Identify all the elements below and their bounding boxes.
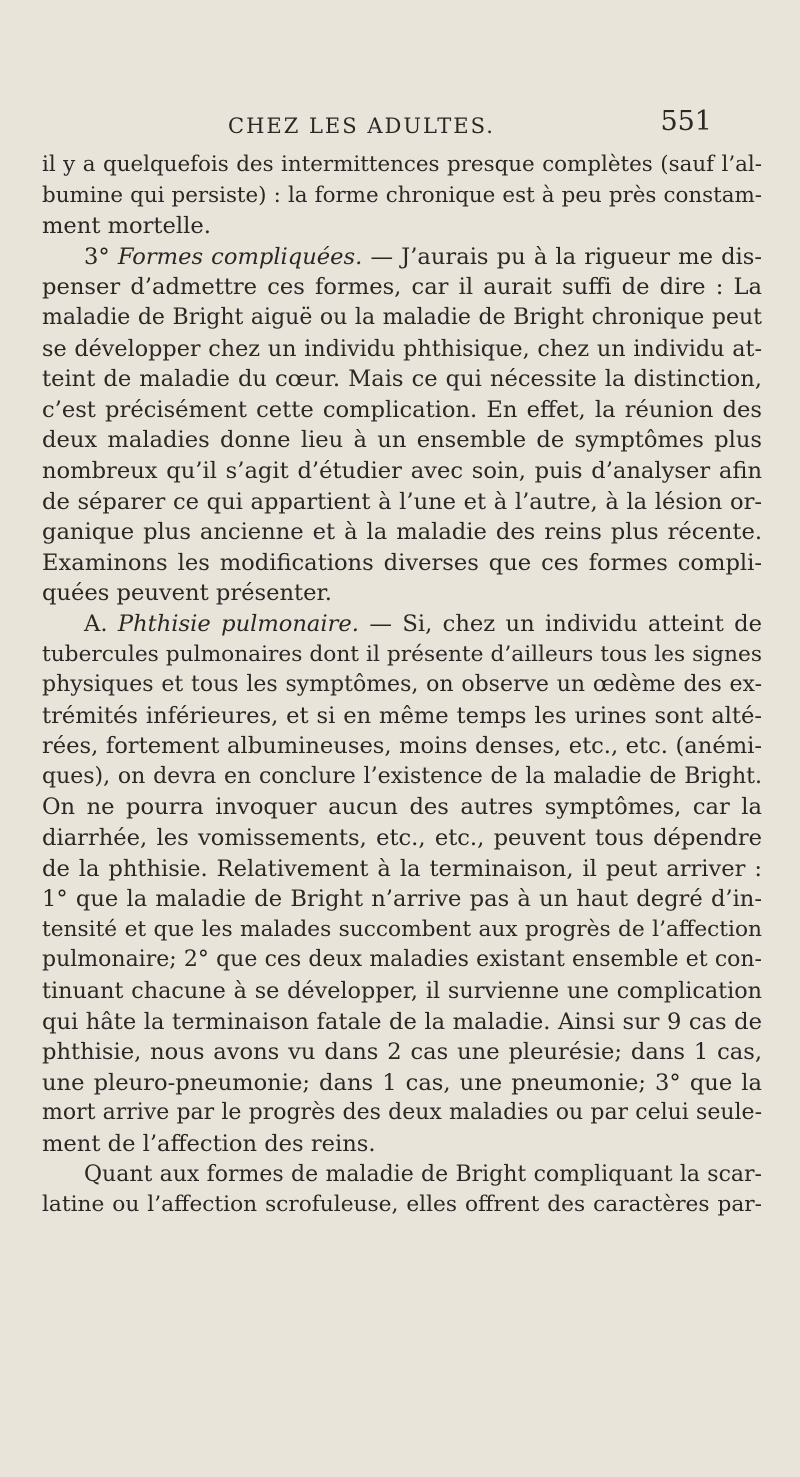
- text-line: quées peuvent présenter.: [42, 580, 332, 607]
- text-line: tensité et que les malades succombent aux progrès de l’affection: [42, 916, 762, 942]
- text-line: teint de maladie du cœur. Mais ce qui nécessite la distinction,: [42, 366, 762, 393]
- text-line: qui hâte la terminaison fatale de la maladie. Ainsi sur 9 cas de: [42, 1008, 762, 1035]
- text-line: bumine qui persiste) : la forme chronique est à peu près constam-: [42, 182, 762, 208]
- text-line: de la phthisie. Relativement à la terminaison, il peut arriver :: [42, 855, 762, 882]
- paragraph: [42, 609, 762, 1160]
- text-line: trémités inférieures, et si en même temps les urines sont alté-: [42, 702, 762, 729]
- text-line: phthisie, nous avons vu dans 2 cas une pleurésie; dans 1 cas,: [42, 1039, 762, 1066]
- text-line: physiques et tous les symptômes, on observe un œdème des ex-: [42, 672, 762, 698]
- paragraph: [42, 150, 762, 242]
- text-line: ganique plus ancienne et à la maladie des reins plus récente.: [42, 519, 762, 546]
- text-line: ques), on devra en conclure l’existence de la maladie de Bright.: [42, 763, 762, 789]
- text-line: mort arrive par le progrès des deux maladies ou par celui seule-: [42, 1100, 762, 1126]
- running-title: CHEZ LES ADULTES.: [228, 114, 495, 138]
- text-line: il y a quelquefois des intermittences presque complètes (sauf l’al-: [42, 152, 762, 177]
- text-line: maladie de Bright aiguë ou la maladie de Bright chronique peut: [42, 304, 762, 330]
- page-header: [0, 106, 800, 146]
- text-line: rées, fortement albumineuses, moins denses, etc., etc. (anémi-: [42, 733, 762, 760]
- text-line: On ne pourra invoquer aucun des autres symptômes, car la: [42, 794, 762, 821]
- text-line: diarrhée, les vomissements, etc., etc., peuvent tous dépendre: [42, 825, 762, 852]
- text-line: une pleuro-pneumonie; dans 1 cas, une pneumonie; 3° que la: [42, 1069, 762, 1096]
- italic-heading: Formes compliquées.: [117, 243, 363, 270]
- text-line: c’est précisément cette complication. En effet, la réunion des: [42, 396, 762, 423]
- text-line: nombreux qu’il s’agit d’étudier avec soin, puis d’analyser afin: [42, 457, 762, 484]
- text-line: pulmonaire; 2° que ces deux maladies existant ensemble et con-: [42, 947, 762, 973]
- italic-heading: Phthisie pulmonaire.: [117, 610, 359, 637]
- text-line: de séparer ce qui appartient à l’une et à l’autre, à la lésion or-: [42, 488, 762, 515]
- paragraph: [42, 1160, 762, 1221]
- text-line: tinuant chacune à se développer, il survienne une complication: [42, 978, 762, 1005]
- text-line: 1° que la maladie de Bright n’arrive pas à un haut degré d’in-: [42, 886, 762, 913]
- text-line: Quant aux formes de maladie de Bright compliquant la scar-: [84, 1161, 762, 1187]
- text-line: Examinons les modifications diverses que ces formes compli-: [42, 549, 762, 576]
- text-line: deux maladies donne lieu à un ensemble de symptômes plus: [42, 427, 762, 454]
- text-line: se développer chez un individu phthisique, chez un individu at-: [42, 335, 762, 362]
- text-line: tubercules pulmonaires dont il présente d’ailleurs tous les signes: [42, 641, 762, 667]
- paragraph: [42, 242, 762, 609]
- body-text: [42, 150, 762, 1221]
- text-line: penser d’admettre ces formes, car il aurait suffi de dire : La: [42, 274, 762, 301]
- page-number: 551: [660, 106, 712, 137]
- text-line: latine ou l’affection scrofuleuse, elles offrent des caractères par-: [42, 1192, 762, 1218]
- text-line: A. Phthisie pulmonaire. — Si, chez un individu atteint de: [84, 610, 763, 637]
- text-line: ment mortelle.: [42, 213, 211, 240]
- text-line: 3° Formes compliquées. — J’aurais pu à la rigueur me dis-: [84, 243, 762, 270]
- text-line: ment de l’affection des reins.: [42, 1131, 376, 1157]
